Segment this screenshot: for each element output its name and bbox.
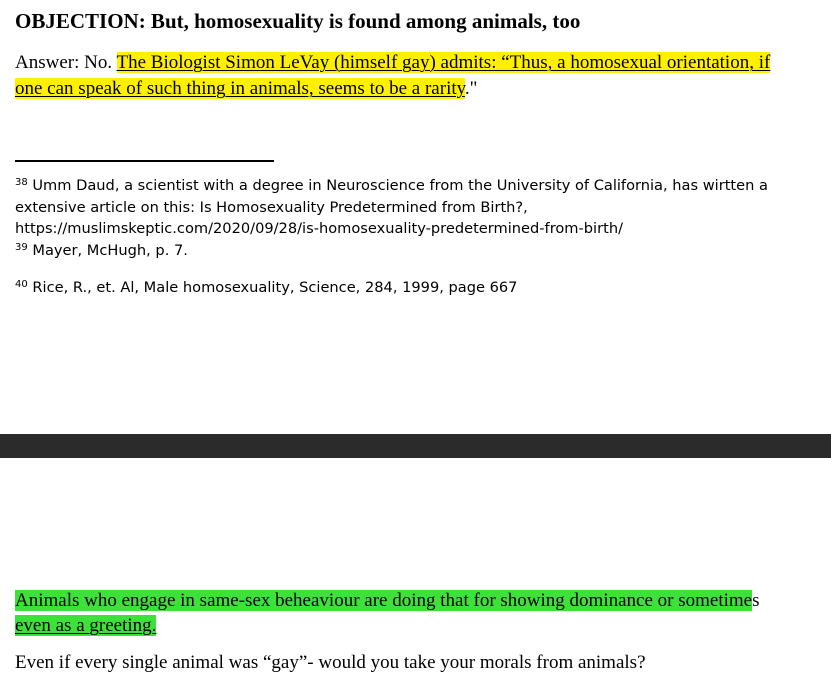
answer-prefix: Answer: No. bbox=[15, 52, 117, 73]
answer-suffix: ." bbox=[464, 78, 478, 99]
footnote-text: Rice, R., et. Al, Male homosexuality, Science, 284, 1999, page 667 bbox=[32, 279, 518, 296]
animals-line1-end: s bbox=[752, 590, 760, 611]
animals-paragraph bbox=[15, 588, 820, 638]
highlighted-animals-line1: Animals who engage in same-sex beheaviour are doing that for showing dominance or sometime bbox=[15, 590, 753, 611]
page-break-gap bbox=[0, 434, 831, 458]
highlighted-quote-line1: The Biologist Simon LeVay (himself gay) admits: “Thus, a homosexual orientation, if bbox=[116, 52, 771, 73]
footnote-40 bbox=[15, 277, 820, 299]
footnote-text: Mayer, McHugh, p. 7. bbox=[32, 241, 188, 259]
footnote-text: extensive article on this: Is Homosexuality Predetermined from Birth?, bbox=[15, 198, 528, 216]
objection-heading: OBJECTION: But, homosexuality is found among animals, too bbox=[15, 9, 581, 33]
highlighted-animals-line2: even as a greeting. bbox=[15, 615, 157, 636]
footnote-39 bbox=[15, 240, 820, 262]
answer-paragraph bbox=[15, 50, 820, 102]
footnote-number: 40 bbox=[15, 279, 28, 290]
footnote-text: Umm Daud, a scientist with a degree in Neuroscience from the University of California, has wirtten a bbox=[32, 177, 768, 194]
footnote-url[interactable]: https://muslimskeptic.com/2020/09/28/is-homosexuality-predetermined-from-birth/ bbox=[15, 220, 623, 237]
footnote-38 bbox=[15, 175, 820, 240]
footnotes-block bbox=[15, 175, 820, 299]
footnote-number: 38 bbox=[15, 177, 28, 188]
closing-question: Even if every single animal was “gay”- would you take your morals from animals? bbox=[15, 652, 646, 673]
footnote-separator-rule bbox=[15, 160, 274, 162]
highlighted-quote-line2: one can speak of such thing in animals, seems to be a rarity bbox=[15, 78, 465, 99]
footnote-number: 39 bbox=[15, 241, 28, 253]
